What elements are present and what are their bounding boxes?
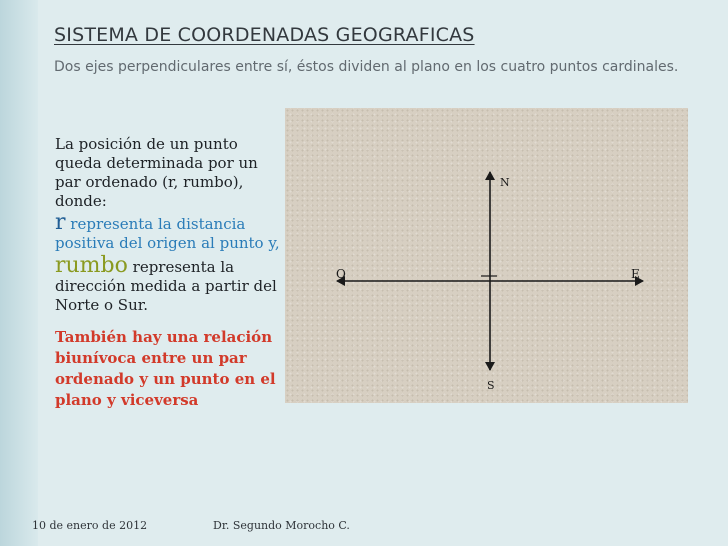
slide-subtitle: Dos ejes perpendiculares entre sí, éstos dividen al plano en los cuatro puntos cardinales. <box>54 59 679 75</box>
rumbo-paragraph <box>55 253 285 315</box>
r-definition: representa la distancia positiva del origen al punto y, <box>55 215 280 252</box>
rumbo-term: rumbo <box>55 253 128 278</box>
left-decor-bar <box>0 0 38 546</box>
rumbo-definition: representa la dirección medida a partir del Norte o Sur. <box>55 258 277 314</box>
cardinal-axes-diagram <box>285 108 688 403</box>
east-label: E <box>631 267 640 281</box>
header-area <box>38 0 728 110</box>
body-text <box>55 135 285 411</box>
axes-svg <box>285 108 688 403</box>
bijection-paragraph: También hay una relación biunívoca entre un par ordenado y un punto en el plano y viceversa <box>55 328 276 409</box>
west-label: O <box>336 267 346 281</box>
north-label: N <box>500 176 510 189</box>
footer-author: Dr. Segundo Morocho C. <box>213 519 350 532</box>
slide-title: SISTEMA DE COORDENADAS GEOGRAFICAS <box>54 24 475 46</box>
r-paragraph <box>55 210 285 253</box>
r-term: r <box>55 210 66 235</box>
footer-date: 10 de enero de 2012 <box>32 519 148 532</box>
south-label: S <box>487 379 495 392</box>
position-paragraph: La posición de un punto queda determinada por un par ordenado (r, rumbo), donde: <box>55 135 258 210</box>
